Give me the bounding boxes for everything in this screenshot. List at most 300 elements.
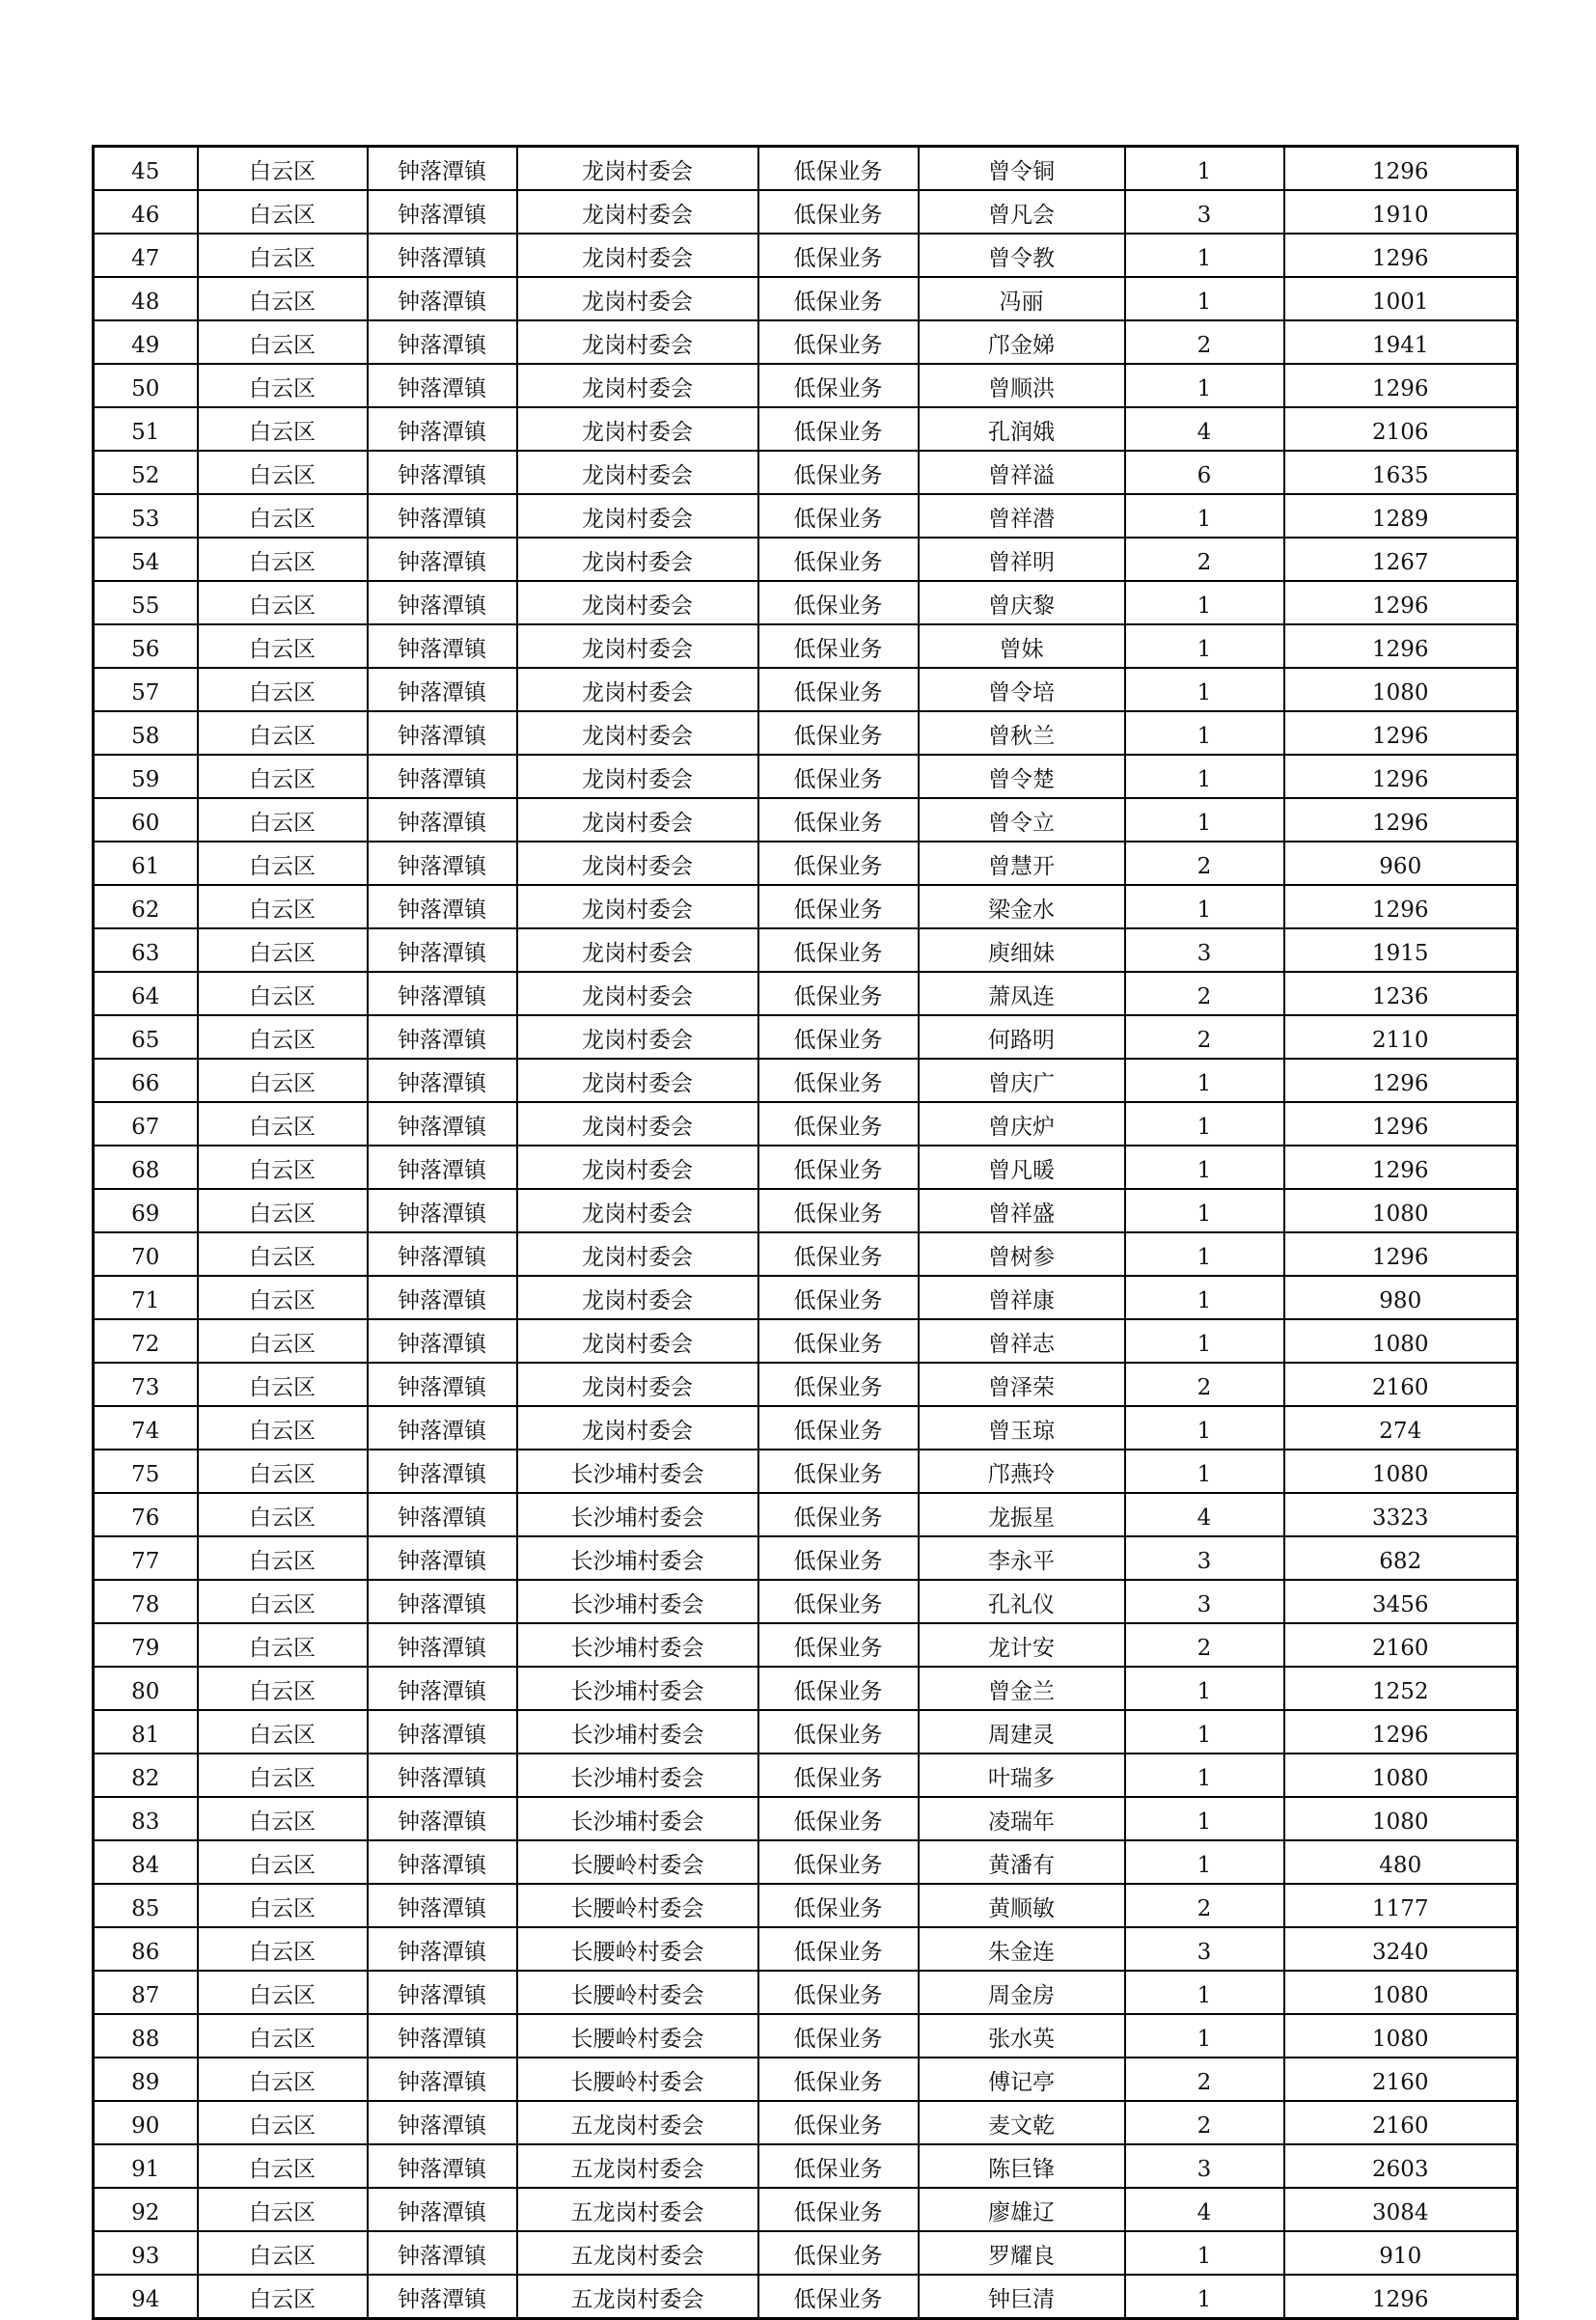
town-cell: 钟落潭镇 (368, 2058, 517, 2101)
business-type-cell: 低保业务 (758, 1710, 919, 1754)
household-count-cell: 1 (1125, 668, 1284, 711)
table-row (94, 1580, 1518, 1623)
town-cell: 钟落潭镇 (368, 1667, 517, 1710)
table-row (94, 234, 1518, 277)
name-cell: 朱金连 (919, 1927, 1125, 1971)
amount-cell: 1296 (1284, 711, 1518, 755)
village-committee-cell: 五龙岗村委会 (517, 2144, 758, 2188)
household-count-cell: 1 (1125, 711, 1284, 755)
table-row (94, 2231, 1518, 2275)
name-cell: 曾令培 (919, 668, 1125, 711)
household-count-cell: 1 (1125, 234, 1284, 277)
village-committee-cell: 龙岗村委会 (517, 842, 758, 885)
name-cell: 曾秋兰 (919, 711, 1125, 755)
name-cell: 龙振星 (919, 1493, 1125, 1536)
business-type-cell: 低保业务 (758, 668, 919, 711)
town-cell: 钟落潭镇 (368, 2144, 517, 2188)
town-cell: 钟落潭镇 (368, 1406, 517, 1450)
town-cell: 钟落潭镇 (368, 1102, 517, 1146)
name-cell: 曾顺洪 (919, 364, 1125, 407)
village-committee-cell: 龙岗村委会 (517, 581, 758, 624)
town-cell: 钟落潭镇 (368, 1363, 517, 1406)
table-row (94, 1623, 1518, 1667)
district-cell: 白云区 (198, 1971, 368, 2014)
amount-cell: 1080 (1284, 1797, 1518, 1840)
amount-cell: 1289 (1284, 494, 1518, 538)
household-count-cell: 1 (1125, 2014, 1284, 2058)
district-cell: 白云区 (198, 234, 368, 277)
name-cell: 曾令教 (919, 234, 1125, 277)
name-cell: 曾妹 (919, 624, 1125, 668)
name-cell: 罗耀良 (919, 2231, 1125, 2275)
name-cell: 张水英 (919, 2014, 1125, 2058)
district-cell: 白云区 (198, 755, 368, 798)
district-cell: 白云区 (198, 1189, 368, 1232)
name-cell: 曾庆炉 (919, 1102, 1125, 1146)
town-cell: 钟落潭镇 (368, 1493, 517, 1536)
amount-cell: 960 (1284, 842, 1518, 885)
business-type-cell: 低保业务 (758, 1536, 919, 1580)
table-row (94, 972, 1518, 1015)
table-row (94, 711, 1518, 755)
household-count-cell: 3 (1125, 2144, 1284, 2188)
amount-cell: 1296 (1284, 1710, 1518, 1754)
business-type-cell: 低保业务 (758, 842, 919, 885)
town-cell: 钟落潭镇 (368, 1146, 517, 1189)
village-committee-cell: 长沙埔村委会 (517, 1580, 758, 1623)
village-committee-cell: 龙岗村委会 (517, 885, 758, 928)
business-type-cell: 低保业务 (758, 2231, 919, 2275)
name-cell: 凌瑞年 (919, 1797, 1125, 1840)
village-committee-cell: 龙岗村委会 (517, 451, 758, 494)
household-count-cell: 1 (1125, 624, 1284, 668)
household-count-cell: 3 (1125, 1536, 1284, 1580)
amount-cell: 3456 (1284, 1580, 1518, 1623)
household-count-cell: 1 (1125, 1971, 1284, 2014)
amount-cell: 1252 (1284, 1667, 1518, 1710)
household-count-cell: 1 (1125, 1146, 1284, 1189)
amount-cell: 1296 (1284, 798, 1518, 842)
name-cell: 曾凡暖 (919, 1146, 1125, 1189)
serial-number-cell: 88 (94, 2014, 198, 2058)
serial-number-cell: 71 (94, 1276, 198, 1319)
village-committee-cell: 龙岗村委会 (517, 1276, 758, 1319)
amount-cell: 1915 (1284, 928, 1518, 972)
name-cell: 麦文乾 (919, 2101, 1125, 2144)
name-cell: 廖雄辽 (919, 2188, 1125, 2231)
village-committee-cell: 龙岗村委会 (517, 407, 758, 451)
district-cell: 白云区 (198, 885, 368, 928)
amount-cell: 1296 (1284, 1146, 1518, 1189)
business-type-cell: 低保业务 (758, 1450, 919, 1493)
town-cell: 钟落潭镇 (368, 147, 517, 191)
village-committee-cell: 长沙埔村委会 (517, 1450, 758, 1493)
amount-cell: 682 (1284, 1536, 1518, 1580)
district-cell: 白云区 (198, 1884, 368, 1927)
table-row (94, 1189, 1518, 1232)
village-committee-cell: 龙岗村委会 (517, 320, 758, 364)
town-cell: 钟落潭镇 (368, 1450, 517, 1493)
village-committee-cell: 五龙岗村委会 (517, 2101, 758, 2144)
village-committee-cell: 龙岗村委会 (517, 277, 758, 320)
business-type-cell: 低保业务 (758, 364, 919, 407)
table-row (94, 494, 1518, 538)
district-cell: 白云区 (198, 1363, 368, 1406)
town-cell: 钟落潭镇 (368, 798, 517, 842)
amount-cell: 2160 (1284, 2101, 1518, 2144)
village-committee-cell: 龙岗村委会 (517, 1406, 758, 1450)
business-type-cell: 低保业务 (758, 2101, 919, 2144)
table-row (94, 1493, 1518, 1536)
amount-cell: 1080 (1284, 1319, 1518, 1363)
amount-cell: 2160 (1284, 1363, 1518, 1406)
table-row (94, 1319, 1518, 1363)
amount-cell: 1296 (1284, 885, 1518, 928)
district-cell: 白云区 (198, 320, 368, 364)
village-committee-cell: 长沙埔村委会 (517, 1536, 758, 1580)
amount-cell: 1080 (1284, 2014, 1518, 2058)
business-type-cell: 低保业务 (758, 1059, 919, 1102)
amount-cell: 980 (1284, 1276, 1518, 1319)
serial-number-cell: 68 (94, 1146, 198, 1189)
district-cell: 白云区 (198, 1015, 368, 1059)
town-cell: 钟落潭镇 (368, 2275, 517, 2319)
table-row (94, 668, 1518, 711)
district-cell: 白云区 (198, 1319, 368, 1363)
serial-number-cell: 64 (94, 972, 198, 1015)
town-cell: 钟落潭镇 (368, 190, 517, 234)
amount-cell: 3323 (1284, 1493, 1518, 1536)
table-row (94, 1102, 1518, 1146)
district-cell: 白云区 (198, 711, 368, 755)
village-committee-cell: 五龙岗村委会 (517, 2188, 758, 2231)
name-cell: 曾玉琼 (919, 1406, 1125, 1450)
amount-cell: 1941 (1284, 320, 1518, 364)
village-committee-cell: 长沙埔村委会 (517, 1623, 758, 1667)
district-cell: 白云区 (198, 451, 368, 494)
table-row (94, 1146, 1518, 1189)
household-count-cell: 1 (1125, 1319, 1284, 1363)
town-cell: 钟落潭镇 (368, 2014, 517, 2058)
village-committee-cell: 长沙埔村委会 (517, 1710, 758, 1754)
town-cell: 钟落潭镇 (368, 1059, 517, 1102)
district-cell: 白云区 (198, 538, 368, 581)
amount-cell: 2106 (1284, 407, 1518, 451)
serial-number-cell: 66 (94, 1059, 198, 1102)
serial-number-cell: 90 (94, 2101, 198, 2144)
business-type-cell: 低保业务 (758, 2188, 919, 2231)
household-count-cell: 2 (1125, 320, 1284, 364)
village-committee-cell: 龙岗村委会 (517, 1059, 758, 1102)
district-cell: 白云区 (198, 407, 368, 451)
name-cell: 曾祥康 (919, 1276, 1125, 1319)
district-cell: 白云区 (198, 1840, 368, 1884)
amount-cell: 1296 (1284, 1102, 1518, 1146)
business-type-cell: 低保业务 (758, 1146, 919, 1189)
serial-number-cell: 47 (94, 234, 198, 277)
serial-number-cell: 60 (94, 798, 198, 842)
village-committee-cell: 龙岗村委会 (517, 538, 758, 581)
business-type-cell: 低保业务 (758, 885, 919, 928)
district-cell: 白云区 (198, 2188, 368, 2231)
name-cell: 孔润娥 (919, 407, 1125, 451)
village-committee-cell: 龙岗村委会 (517, 1102, 758, 1146)
town-cell: 钟落潭镇 (368, 494, 517, 538)
household-count-cell: 1 (1125, 1102, 1284, 1146)
table-row (94, 1667, 1518, 1710)
village-committee-cell: 龙岗村委会 (517, 928, 758, 972)
village-committee-cell: 龙岗村委会 (517, 494, 758, 538)
household-count-cell: 1 (1125, 494, 1284, 538)
name-cell: 曾祥明 (919, 538, 1125, 581)
household-count-cell: 1 (1125, 798, 1284, 842)
household-count-cell: 2 (1125, 2058, 1284, 2101)
business-type-cell: 低保业务 (758, 1363, 919, 1406)
business-type-cell: 低保业务 (758, 1797, 919, 1840)
amount-cell: 1296 (1284, 755, 1518, 798)
business-type-cell: 低保业务 (758, 1884, 919, 1927)
district-cell: 白云区 (198, 2275, 368, 2319)
town-cell: 钟落潭镇 (368, 1754, 517, 1797)
town-cell: 钟落潭镇 (368, 364, 517, 407)
table-row (94, 798, 1518, 842)
household-count-cell: 2 (1125, 1884, 1284, 1927)
serial-number-cell: 80 (94, 1667, 198, 1710)
name-cell: 傅记亭 (919, 2058, 1125, 2101)
name-cell: 曾令楚 (919, 755, 1125, 798)
name-cell: 曾庆黎 (919, 581, 1125, 624)
household-count-cell: 1 (1125, 1710, 1284, 1754)
household-count-cell: 1 (1125, 2231, 1284, 2275)
serial-number-cell: 58 (94, 711, 198, 755)
household-count-cell: 3 (1125, 928, 1284, 972)
village-committee-cell: 龙岗村委会 (517, 1232, 758, 1276)
table-row (94, 1363, 1518, 1406)
household-count-cell: 4 (1125, 2188, 1284, 2231)
town-cell: 钟落潭镇 (368, 1319, 517, 1363)
district-cell: 白云区 (198, 190, 368, 234)
village-committee-cell: 长沙埔村委会 (517, 1667, 758, 1710)
name-cell: 黄潘有 (919, 1840, 1125, 1884)
amount-cell: 1236 (1284, 972, 1518, 1015)
serial-number-cell: 78 (94, 1580, 198, 1623)
business-type-cell: 低保业务 (758, 2058, 919, 2101)
town-cell: 钟落潭镇 (368, 2231, 517, 2275)
town-cell: 钟落潭镇 (368, 234, 517, 277)
business-type-cell: 低保业务 (758, 972, 919, 1015)
serial-number-cell: 74 (94, 1406, 198, 1450)
village-committee-cell: 龙岗村委会 (517, 798, 758, 842)
district-cell: 白云区 (198, 581, 368, 624)
table-row (94, 1406, 1518, 1450)
amount-cell: 1296 (1284, 2275, 1518, 2319)
business-type-cell: 低保业务 (758, 407, 919, 451)
table-row (94, 1450, 1518, 1493)
district-cell: 白云区 (198, 2144, 368, 2188)
district-cell: 白云区 (198, 2101, 368, 2144)
table-row (94, 190, 1518, 234)
serial-number-cell: 77 (94, 1536, 198, 1580)
household-count-cell: 1 (1125, 1232, 1284, 1276)
name-cell: 曾凡会 (919, 190, 1125, 234)
amount-cell: 1296 (1284, 364, 1518, 407)
town-cell: 钟落潭镇 (368, 2188, 517, 2231)
household-count-cell: 1 (1125, 2275, 1284, 2319)
town-cell: 钟落潭镇 (368, 1884, 517, 1927)
name-cell: 周建灵 (919, 1710, 1125, 1754)
serial-number-cell: 81 (94, 1710, 198, 1754)
table-body (94, 147, 1518, 2319)
name-cell: 陈巨锋 (919, 2144, 1125, 2188)
name-cell: 曾祥潜 (919, 494, 1125, 538)
district-cell: 白云区 (198, 494, 368, 538)
household-count-cell: 4 (1125, 1493, 1284, 1536)
name-cell: 邝金娣 (919, 320, 1125, 364)
business-type-cell: 低保业务 (758, 1493, 919, 1536)
serial-number-cell: 93 (94, 2231, 198, 2275)
table-row (94, 1927, 1518, 1971)
town-cell: 钟落潭镇 (368, 451, 517, 494)
amount-cell: 1080 (1284, 1450, 1518, 1493)
serial-number-cell: 65 (94, 1015, 198, 1059)
household-count-cell: 1 (1125, 277, 1284, 320)
name-cell: 曾祥盛 (919, 1189, 1125, 1232)
town-cell: 钟落潭镇 (368, 1015, 517, 1059)
business-type-cell: 低保业务 (758, 190, 919, 234)
household-count-cell: 1 (1125, 1797, 1284, 1840)
business-type-cell: 低保业务 (758, 1580, 919, 1623)
village-committee-cell: 龙岗村委会 (517, 364, 758, 407)
town-cell: 钟落潭镇 (368, 277, 517, 320)
household-count-cell: 1 (1125, 755, 1284, 798)
district-cell: 白云区 (198, 1797, 368, 1840)
business-type-cell: 低保业务 (758, 798, 919, 842)
serial-number-cell: 46 (94, 190, 198, 234)
district-cell: 白云区 (198, 928, 368, 972)
serial-number-cell: 83 (94, 1797, 198, 1840)
town-cell: 钟落潭镇 (368, 1189, 517, 1232)
town-cell: 钟落潭镇 (368, 581, 517, 624)
town-cell: 钟落潭镇 (368, 2101, 517, 2144)
serial-number-cell: 45 (94, 147, 198, 191)
town-cell: 钟落潭镇 (368, 407, 517, 451)
table-row (94, 2275, 1518, 2319)
district-cell: 白云区 (198, 668, 368, 711)
table-row (94, 842, 1518, 885)
district-cell: 白云区 (198, 1059, 368, 1102)
district-cell: 白云区 (198, 147, 368, 191)
serial-number-cell: 86 (94, 1927, 198, 1971)
town-cell: 钟落潭镇 (368, 320, 517, 364)
amount-cell: 2160 (1284, 2058, 1518, 2101)
village-committee-cell: 长腰岭村委会 (517, 1927, 758, 1971)
business-type-cell: 低保业务 (758, 147, 919, 191)
district-cell: 白云区 (198, 2014, 368, 2058)
name-cell: 曾祥溢 (919, 451, 1125, 494)
name-cell: 曾令立 (919, 798, 1125, 842)
business-type-cell: 低保业务 (758, 1189, 919, 1232)
table-row (94, 1276, 1518, 1319)
household-count-cell: 2 (1125, 2101, 1284, 2144)
district-cell: 白云区 (198, 1667, 368, 1710)
town-cell: 钟落潭镇 (368, 1710, 517, 1754)
amount-cell: 3240 (1284, 1927, 1518, 1971)
household-count-cell: 1 (1125, 1276, 1284, 1319)
household-count-cell: 1 (1125, 1840, 1284, 1884)
table-row (94, 755, 1518, 798)
household-count-cell: 2 (1125, 1363, 1284, 1406)
village-committee-cell: 长沙埔村委会 (517, 1493, 758, 1536)
serial-number-cell: 85 (94, 1884, 198, 1927)
amount-cell: 480 (1284, 1840, 1518, 1884)
village-committee-cell: 长腰岭村委会 (517, 1884, 758, 1927)
serial-number-cell: 56 (94, 624, 198, 668)
household-count-cell: 2 (1125, 972, 1284, 1015)
household-count-cell: 3 (1125, 190, 1284, 234)
business-type-cell: 低保业务 (758, 1276, 919, 1319)
district-cell: 白云区 (198, 1927, 368, 1971)
district-cell: 白云区 (198, 2058, 368, 2101)
name-cell: 黄顺敏 (919, 1884, 1125, 1927)
table-row (94, 1971, 1518, 2014)
business-type-cell: 低保业务 (758, 1406, 919, 1450)
amount-cell: 1296 (1284, 147, 1518, 191)
name-cell: 曾树参 (919, 1232, 1125, 1276)
household-count-cell: 4 (1125, 407, 1284, 451)
business-type-cell: 低保业务 (758, 2014, 919, 2058)
household-count-cell: 3 (1125, 1580, 1284, 1623)
serial-number-cell: 73 (94, 1363, 198, 1406)
name-cell: 庾细妹 (919, 928, 1125, 972)
table-row (94, 928, 1518, 972)
serial-number-cell: 49 (94, 320, 198, 364)
business-type-cell: 低保业务 (758, 494, 919, 538)
serial-number-cell: 75 (94, 1450, 198, 1493)
business-type-cell: 低保业务 (758, 1971, 919, 2014)
village-committee-cell: 长腰岭村委会 (517, 2014, 758, 2058)
district-cell: 白云区 (198, 1623, 368, 1667)
business-type-cell: 低保业务 (758, 928, 919, 972)
data-table (92, 145, 1519, 2320)
town-cell: 钟落潭镇 (368, 1927, 517, 1971)
business-type-cell: 低保业务 (758, 1623, 919, 1667)
serial-number-cell: 72 (94, 1319, 198, 1363)
amount-cell: 1296 (1284, 624, 1518, 668)
village-committee-cell: 五龙岗村委会 (517, 2275, 758, 2319)
district-cell: 白云区 (198, 1580, 368, 1623)
serial-number-cell: 91 (94, 2144, 198, 2188)
amount-cell: 1080 (1284, 668, 1518, 711)
village-committee-cell: 龙岗村委会 (517, 147, 758, 191)
serial-number-cell: 54 (94, 538, 198, 581)
village-committee-cell: 长腰岭村委会 (517, 1971, 758, 2014)
town-cell: 钟落潭镇 (368, 711, 517, 755)
village-committee-cell: 五龙岗村委会 (517, 2231, 758, 2275)
village-committee-cell: 龙岗村委会 (517, 1189, 758, 1232)
name-cell: 钟巨清 (919, 2275, 1125, 2319)
table-row (94, 2014, 1518, 2058)
town-cell: 钟落潭镇 (368, 624, 517, 668)
district-cell: 白云区 (198, 1536, 368, 1580)
business-type-cell: 低保业务 (758, 2144, 919, 2188)
household-count-cell: 1 (1125, 1667, 1284, 1710)
business-type-cell: 低保业务 (758, 1319, 919, 1363)
name-cell: 曾慧开 (919, 842, 1125, 885)
table-row (94, 1884, 1518, 1927)
household-count-cell: 2 (1125, 538, 1284, 581)
name-cell: 邝燕玲 (919, 1450, 1125, 1493)
business-type-cell: 低保业务 (758, 624, 919, 668)
